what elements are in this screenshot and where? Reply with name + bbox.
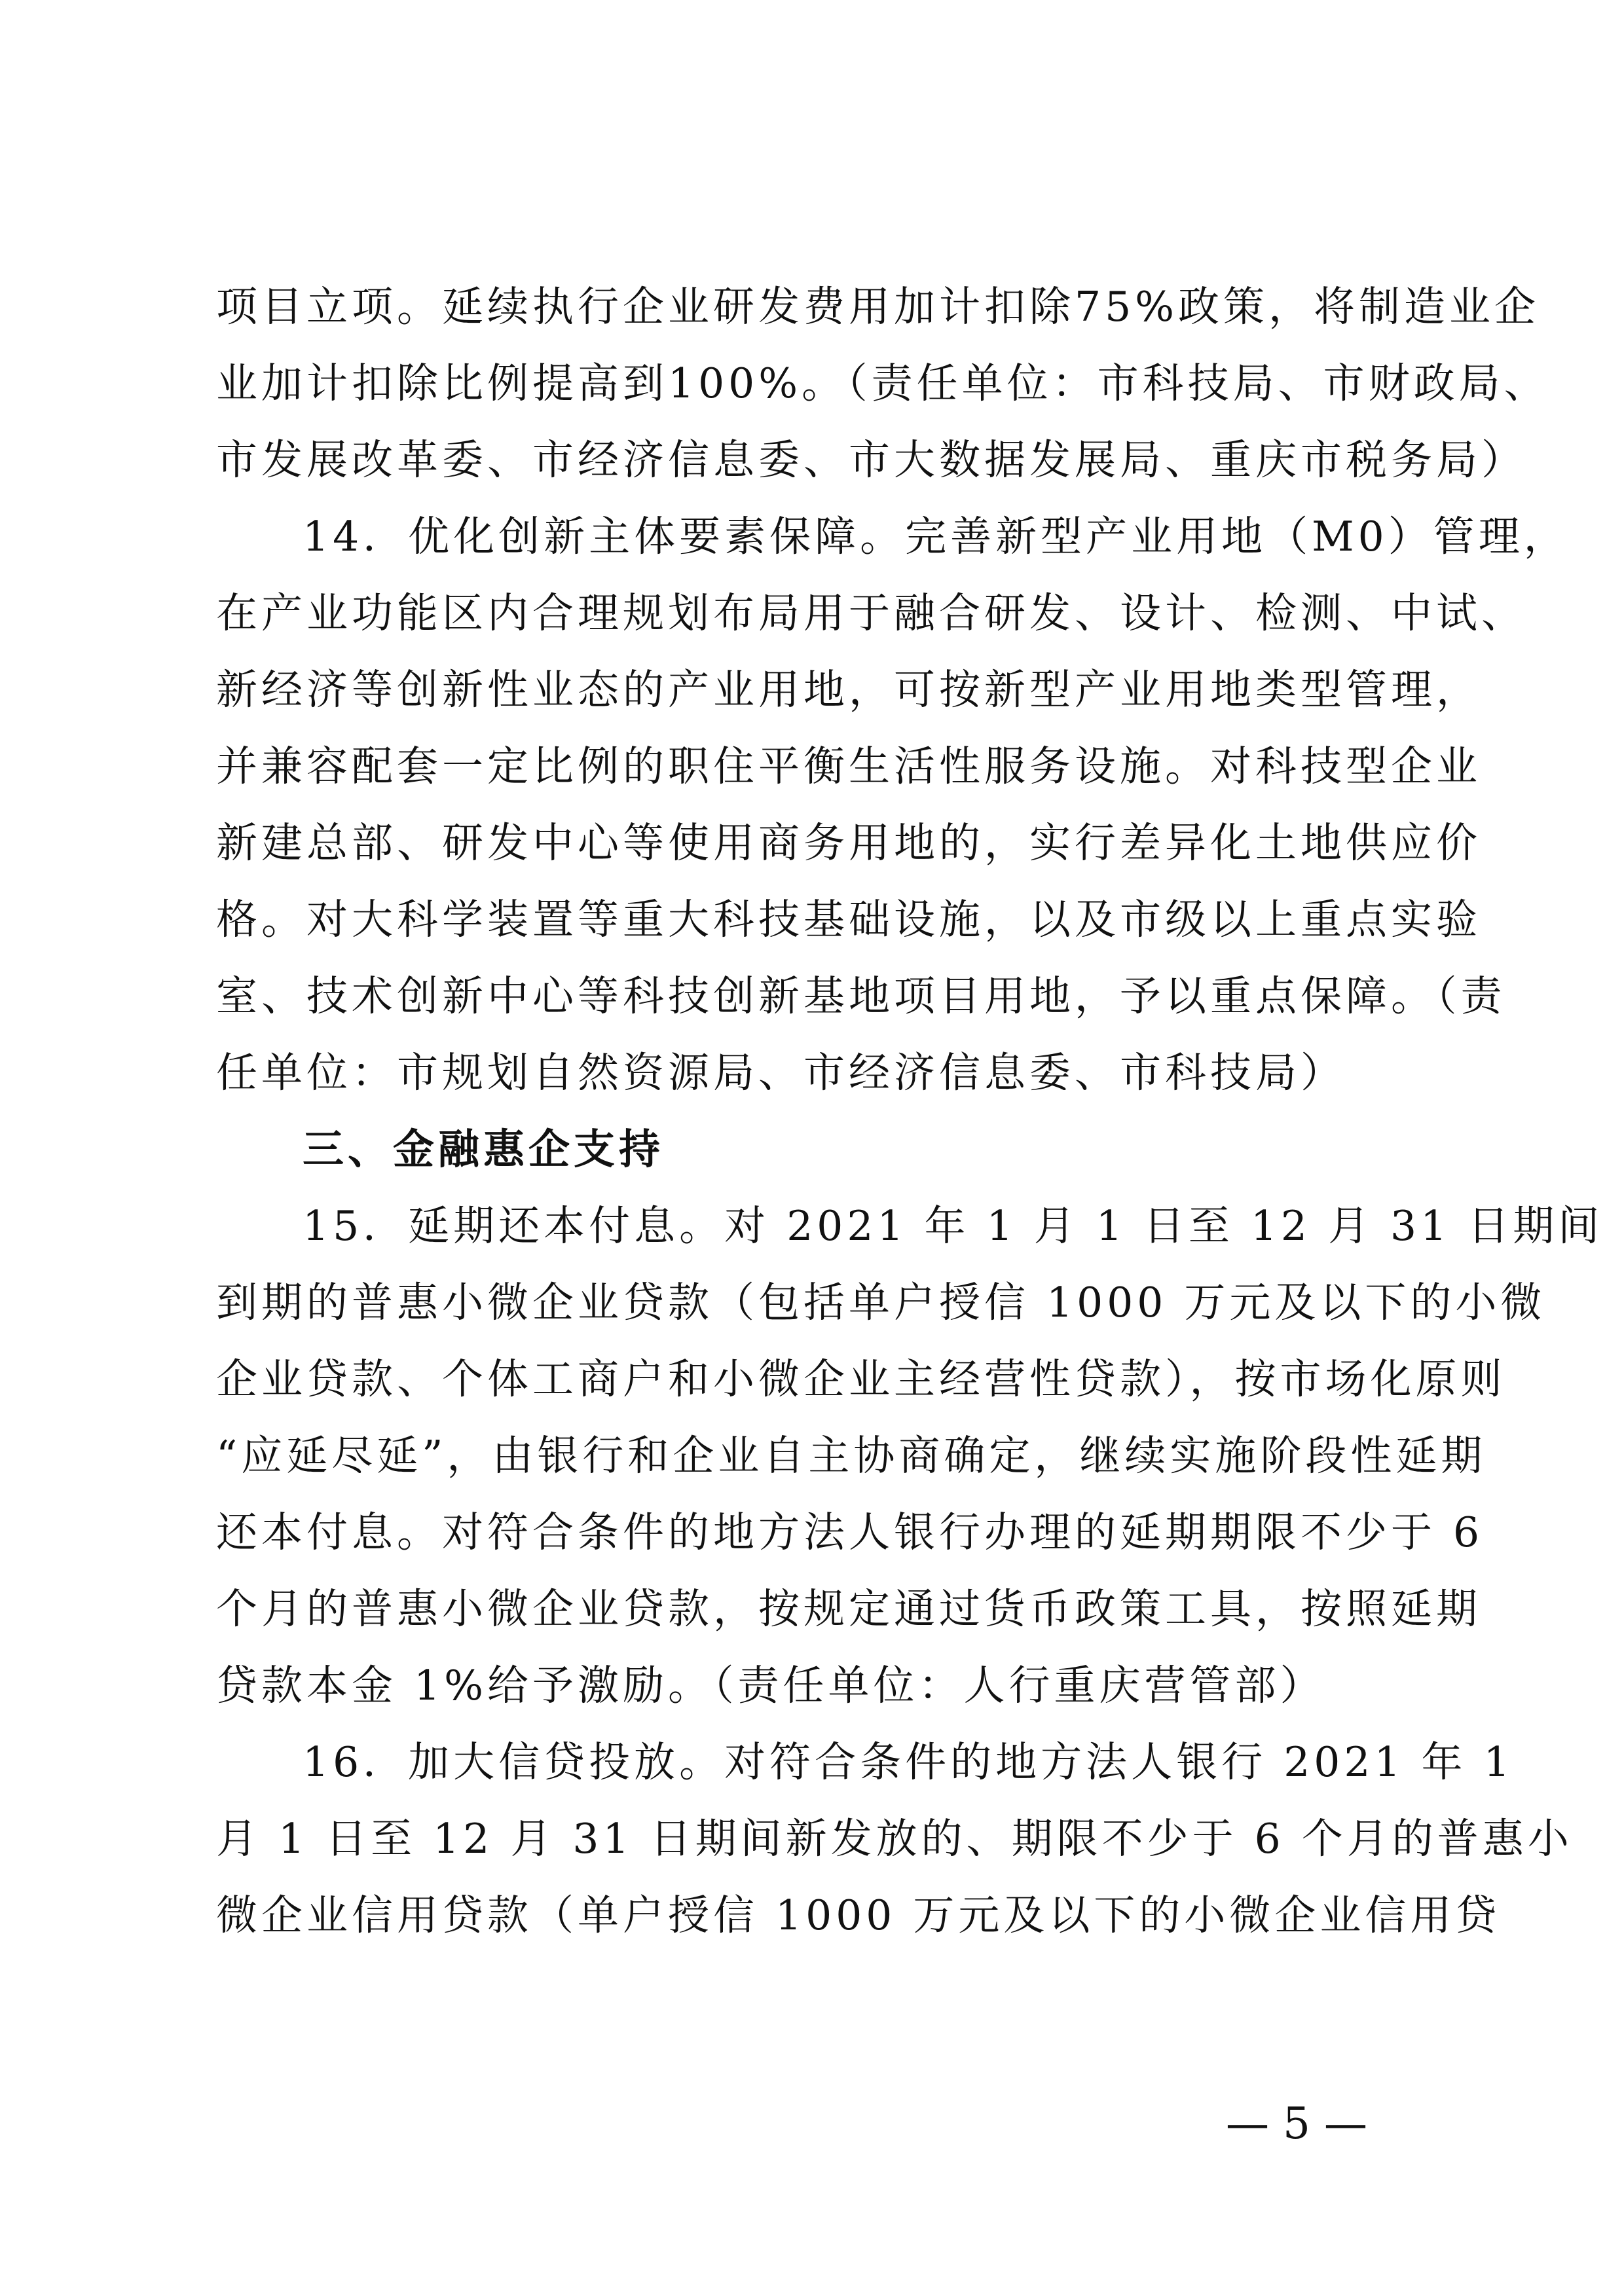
text-line: 到期的普惠小微企业贷款（包括单户授信 1000 万元及以下的小微 bbox=[216, 1279, 1546, 1326]
text-line: 企业贷款、个体工商户和小微企业主经营性贷款），按市场化原则 bbox=[216, 1355, 1506, 1403]
body-text bbox=[216, 268, 1604, 1954]
text-line: 业加计扣除比例提高到100%。（责任单位：市科技局、市财政局、 bbox=[216, 359, 1549, 407]
page-number: — 5 — bbox=[1226, 2098, 1367, 2149]
paragraph-15-start: 15．延期还本付息。对 2021 年 1 月 1 日至 12 月 31 日期间 bbox=[303, 1202, 1604, 1250]
text-line: 新经济等创新性业态的产业用地，可按新型产业用地类型管理， bbox=[216, 666, 1481, 714]
text-line: 新建总部、研发中心等使用商务用地的，实行差异化土地供应价 bbox=[216, 819, 1481, 867]
text-line: 月 1 日至 12 月 31 日期间新发放的、期限不少于 6 个月的普惠小 bbox=[216, 1815, 1573, 1863]
text-line: 室、技术创新中心等科技创新基地项目用地，予以重点保障。（责 bbox=[216, 972, 1506, 1020]
section-heading: 三、金融惠企支持 bbox=[303, 1125, 664, 1173]
text-line: 贷款本金 1%给予激励。（责任单位：人行重庆营管部） bbox=[216, 1662, 1325, 1709]
text-line: “应延尽延”，由银行和企业自主协商确定，继续实施阶段性延期 bbox=[216, 1432, 1486, 1480]
paragraph-14-start: 14．优化创新主体要素保障。完善新型产业用地（M0）管理， bbox=[303, 513, 1569, 560]
text-line: 并兼容配套一定比例的职住平衡生活性服务设施。对科技型企业 bbox=[216, 742, 1481, 790]
text-line: 微企业信用贷款（单户授信 1000 万元及以下的小微企业信用贷 bbox=[216, 1891, 1501, 1939]
text-line: 任单位：市规划自然资源局、市经济信息委、市科技局） bbox=[216, 1049, 1346, 1097]
text-line: 项目立项。延续执行企业研发费用加计扣除75%政策，将制造业企 bbox=[216, 283, 1540, 331]
paragraph-16-start: 16．加大信贷投放。对符合条件的地方法人银行 2021 年 1 bbox=[303, 1738, 1514, 1786]
text-line: 在产业功能区内合理规划布局用于融合研发、设计、检测、中试、 bbox=[216, 589, 1526, 637]
text-line: 还本付息。对符合条件的地方法人银行办理的延期期限不少于 6 bbox=[216, 1508, 1484, 1556]
text-line: 个月的普惠小微企业贷款，按规定通过货币政策工具，按照延期 bbox=[216, 1585, 1481, 1633]
text-line: 格。对大科学装置等重大科技基础设施，以及市级以上重点实验 bbox=[216, 896, 1481, 943]
text-line: 市发展改革委、市经济信息委、市大数据发展局、重庆市税务局） bbox=[216, 436, 1526, 484]
